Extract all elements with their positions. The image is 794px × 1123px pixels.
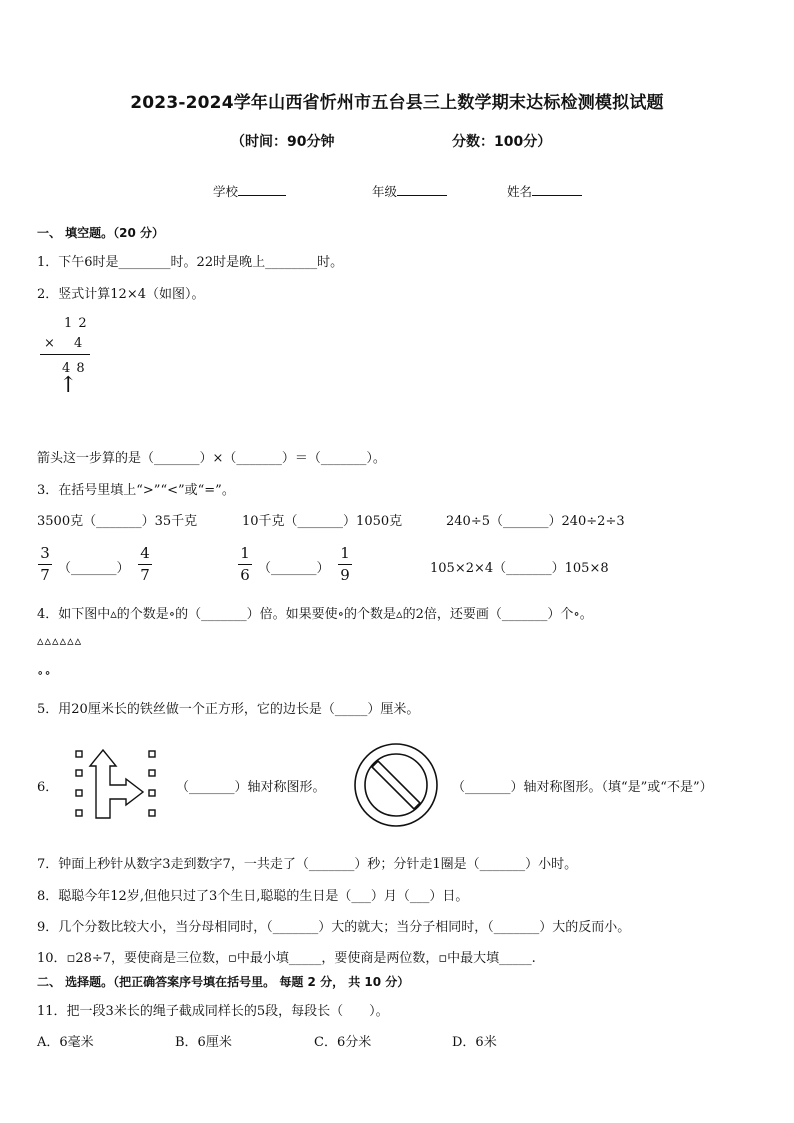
vertical-calc-line bbox=[40, 354, 90, 355]
vertical-calc-top: 1 2 bbox=[64, 316, 88, 331]
question-1: 1．下午6时是________时。22时是晚上________时。 bbox=[37, 255, 344, 270]
vertical-calc-result: 4 8 bbox=[62, 361, 86, 376]
exam-time: （时间：90分钟 bbox=[231, 134, 335, 150]
question-2-answer: 箭头这一步算的是（_______）×（_______）＝（_______）。 bbox=[37, 451, 386, 466]
name-field[interactable] bbox=[507, 182, 582, 200]
fraction-numerator: 3 bbox=[40, 544, 50, 562]
grade-field[interactable] bbox=[372, 182, 447, 200]
question-6-blank-2: （_______）轴对称图形。（填“是”或“不是”） bbox=[452, 780, 713, 795]
option-a[interactable]: A．6毫米 bbox=[37, 1035, 94, 1050]
circle-shapes: ∘∘ bbox=[37, 666, 52, 681]
fraction-denominator: 6 bbox=[240, 566, 250, 584]
question-5: 5．用20厘米长的铁丝做一个正方形，它的边长是（_____）厘米。 bbox=[37, 702, 420, 717]
fraction-compare-blank-2: （_______） bbox=[258, 561, 330, 576]
exam-score: 分数：100分） bbox=[452, 134, 552, 150]
section-2-heading: 二、 选择题。（把正确答案序号填在括号里。 每题 2 分， 共 10 分） bbox=[37, 975, 410, 989]
question-3-a: 3500克（_______）35千克 bbox=[37, 514, 198, 529]
question-11: 11．把一段3米长的绳子截成同样长的5段，每段长（ ）。 bbox=[37, 1004, 389, 1019]
question-10: 10．▫28÷7，要使商是三位数，▫中最小填_____，要使商是两位数，▫中最大填_____. bbox=[37, 951, 536, 966]
option-b[interactable]: B．6厘米 bbox=[175, 1035, 232, 1050]
up-arrow-icon: ↑ bbox=[59, 373, 78, 398]
turn-arrow-sign-icon bbox=[70, 746, 162, 822]
prohibition-sign-icon bbox=[353, 742, 439, 828]
fraction-denominator: 7 bbox=[40, 566, 50, 584]
question-6-blank-1: （_______）轴对称图形。 bbox=[176, 780, 326, 795]
fraction-3-7 bbox=[38, 545, 52, 584]
vertical-calc-op: × bbox=[44, 336, 55, 351]
question-3-c: 240÷5（_______）240÷2÷3 bbox=[446, 514, 625, 529]
option-d[interactable]: D．6米 bbox=[452, 1035, 497, 1050]
question-3-d: 105×2×4（_______）105×8 bbox=[430, 561, 609, 576]
fraction-4-7 bbox=[138, 545, 152, 584]
question-6-number: 6． bbox=[37, 780, 59, 795]
question-7: 7．钟面上秒针从数字3走到数字7，一共走了（_______）秒；分针走1圈是（_______）小时。 bbox=[37, 857, 578, 872]
fraction-denominator: 7 bbox=[140, 566, 150, 584]
fraction-compare-blank-1: （_______） bbox=[58, 561, 130, 576]
question-2: 2．竖式计算12×4（如图）。 bbox=[37, 287, 205, 302]
school-field[interactable] bbox=[213, 182, 286, 200]
fraction-denominator: 9 bbox=[340, 566, 350, 584]
option-c[interactable]: C．6分米 bbox=[314, 1035, 372, 1050]
grade-label: 年级 bbox=[372, 184, 398, 199]
triangle-shapes: ▵▵▵▵▵▵ bbox=[37, 634, 83, 649]
question-8: 8．聪聪今年12岁,但他只过了3个生日,聪聪的生日是（___）月（___）日。 bbox=[37, 889, 469, 904]
school-label: 学校 bbox=[213, 184, 239, 199]
page-title: 2023-2024学年山西省忻州市五台县三上数学期末达标检测模拟试题 bbox=[130, 93, 664, 113]
fraction-numerator: 4 bbox=[140, 544, 150, 562]
question-3-b: 10千克（_______）1050克 bbox=[242, 514, 403, 529]
vertical-calc-multiplier: 4 bbox=[74, 336, 83, 351]
fraction-1-6 bbox=[238, 545, 252, 584]
fraction-1-9 bbox=[338, 545, 352, 584]
fraction-numerator: 1 bbox=[240, 544, 250, 562]
question-3: 3．在括号里填上“>”“<”或“=”。 bbox=[37, 483, 235, 498]
question-9: 9．几个分数比较大小，当分母相同时，（_______）大的就大；当分子相同时，（_______）大的反而小。 bbox=[37, 920, 631, 935]
name-label: 姓名 bbox=[507, 184, 533, 199]
fraction-numerator: 1 bbox=[340, 544, 350, 562]
section-1-heading: 一、 填空题。（20 分） bbox=[37, 226, 165, 240]
question-4: 4．如下图中▵的个数是∘的（_______）倍。如果要使∘的个数是▵的2倍，还要画（_______）个∘。 bbox=[37, 607, 593, 622]
